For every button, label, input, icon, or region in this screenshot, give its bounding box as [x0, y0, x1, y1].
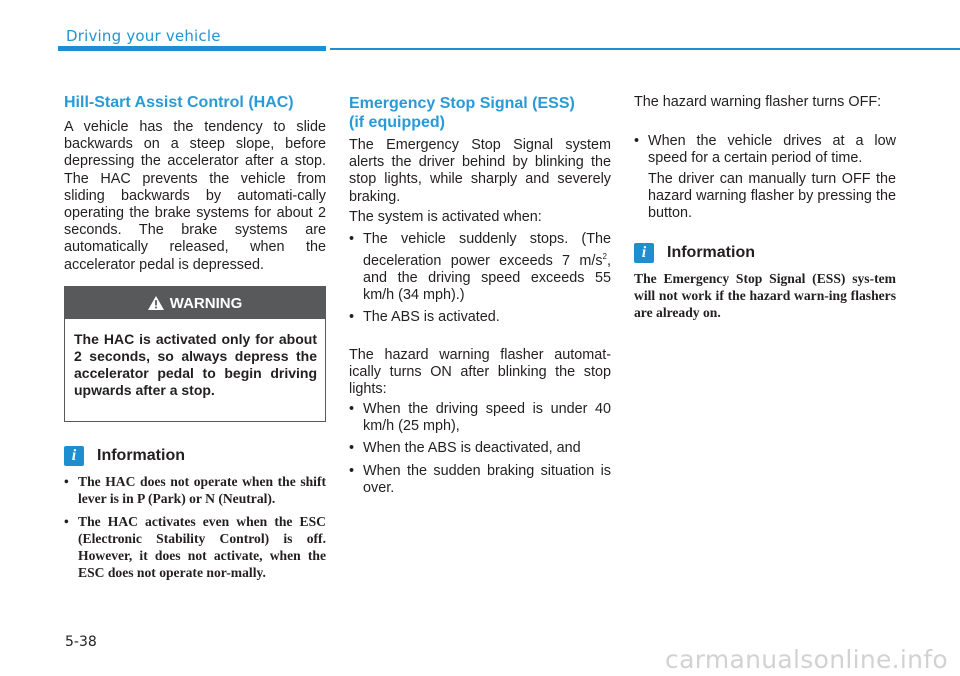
hac-information-list [64, 473, 326, 581]
list-item: • When the ABS is deactivated, and [349, 440, 611, 457]
list-item: • When the driving speed is under 40 km/h (25 mph), [349, 401, 611, 435]
hac-body: A vehicle has the tendency to slide backwards on a steep slope, before depressing the accelerator after a stop. The HAC prevents the vehicle from sliding backwards by automati-cally operating the brake systems for about 2 seconds. The brake systems are automatically released, when the accelerator pedal is depressed. [64, 119, 326, 273]
ess-activated-item1-post: , and the driving speed exceeds 55 km/h (34 mph).) [363, 253, 611, 304]
warning-label: WARNING [169, 294, 243, 312]
ess-information [634, 243, 896, 321]
hazard-off: The hazard warning flasher turns OFF: [634, 94, 882, 110]
ess-information-text: The Emergency Stop Signal (ESS) sys-tem will not work if the hazard warn-ing flashers are already on. [634, 271, 896, 320]
ess-activated-item1-pre: The vehicle suddenly stops. (The deceleration power exceeds 7 m/s [363, 231, 611, 269]
header-rule-thick [58, 46, 326, 51]
warning-triangle-icon [148, 296, 164, 310]
ess-activated-item1-sup: 2 [602, 252, 607, 262]
ess-hazard-on: The hazard warning flasher automat-ically turns ON after blinking the stop lights: [349, 347, 611, 398]
warning-header [65, 287, 325, 319]
ess-title [349, 94, 611, 132]
list-item: • When the vehicle drives at a low speed for a certain period of time. [634, 133, 896, 167]
list-item: • The HAC does not operate when the shift lever is in P (Park) or N (Neutral). [64, 473, 326, 507]
info-icon: i [634, 243, 654, 263]
header-rule-thin [330, 48, 960, 50]
hac-information-label: Information [97, 447, 185, 464]
ess-information-header [634, 243, 896, 263]
list-item [349, 231, 611, 305]
list-item: • The HAC activates even when the ESC (Electronic Stability Control) is off. However, it does not activate, when the ESC does not operate nor-mally. [64, 513, 326, 581]
ess-intro: The Emergency Stop Signal system alerts the driver behind by blinking the stop lights, while sharply and severely braking. [349, 137, 611, 205]
ess-activated-list [349, 231, 611, 326]
watermark: carmanualsonline.info [665, 645, 948, 674]
hac-information-header [64, 446, 326, 466]
hazard-off-note: The driver can manually turn OFF the hazard warning flasher by pressing the button. [648, 171, 896, 222]
ess-title-line1: Emergency Stop Signal (ESS) [349, 95, 575, 112]
ess-activated-label: The system is activated when: [349, 209, 542, 225]
ess-information-label: Information [667, 244, 755, 261]
section-header-title: Driving your vehicle [66, 27, 221, 45]
info-icon: i [64, 446, 84, 466]
page-number: 5-38 [65, 634, 97, 650]
hac-information [64, 446, 326, 581]
hac-title: Hill-Start Assist Control (HAC) [64, 94, 294, 111]
warning-text: The HAC is activated only for about 2 seconds, so always depress the accelerator pedal to begin driving upwards after a stop. [74, 331, 317, 398]
warning-box [64, 286, 326, 422]
ess-title-line2: (if equipped) [349, 114, 445, 131]
list-item: • The ABS is activated. [349, 309, 611, 326]
hazard-off-list [634, 133, 896, 167]
ess-hazard-on-list [349, 401, 611, 497]
list-item: • When the sudden braking situation is over. [349, 463, 611, 497]
